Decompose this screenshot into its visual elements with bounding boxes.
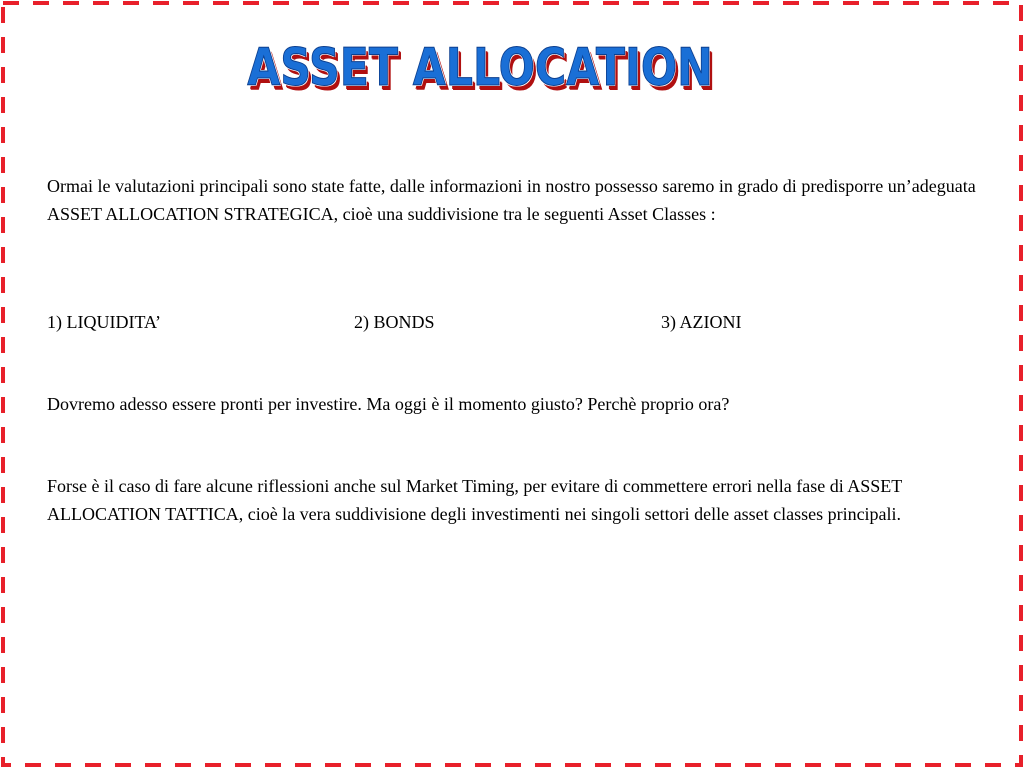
slide-title: ASSET ALLOCATION bbox=[247, 38, 713, 98]
intro-paragraph: Ormai le valutazioni principali sono state fatte, dalle informazioni in nostro possesso saremo in grado di predisporre un’adeguata ASSET ALLOCATION STRATEGICA, cioè una suddivisione tra le seguenti Asset Classes : bbox=[47, 176, 976, 224]
asset-class-liquidity: 1) LIQUIDITA’ bbox=[47, 312, 162, 332]
question-paragraph: Dovremo adesso essere pronti per investire. Ma oggi è il momento giusto? Perchè proprio ora? bbox=[47, 394, 730, 414]
market-timing-paragraph: Forse è il caso di fare alcune riflessioni anche sul Market Timing, per evitare di commettere errori nella fase di ASSET ALLOCATION TATTICA, cioè la vera suddivisione degli investimenti nei singoli settori delle asset classes principali. bbox=[47, 476, 902, 524]
asset-classes-list bbox=[47, 308, 977, 336]
asset-class-bonds: 2) BONDS bbox=[354, 312, 435, 332]
asset-class-stocks: 3) AZIONI bbox=[661, 312, 742, 332]
